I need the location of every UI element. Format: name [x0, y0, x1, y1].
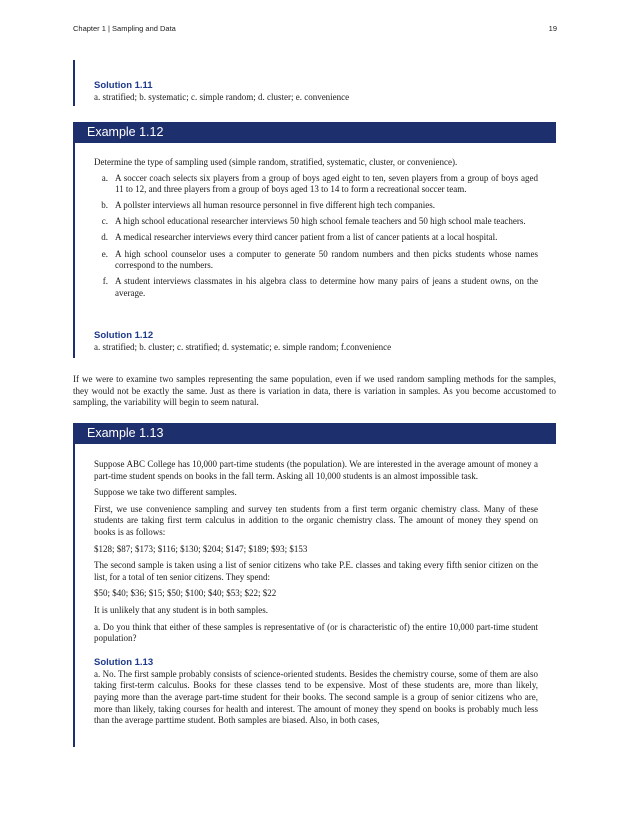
- solution-1-13-title: Solution 1.13: [94, 656, 154, 668]
- list-item: [94, 173, 538, 196]
- list-item: [94, 216, 538, 228]
- example-1-13-bar: [73, 444, 75, 747]
- second-sample-values: $50; $40; $36; $15; $50; $100; $40; $53; $22; $22: [94, 588, 277, 599]
- list-text: A student interviews classmates in his algebra class to determine how many pairs of jeans a student owns, on the average.: [115, 276, 538, 298]
- list-text: A soccer coach selects six players from a group of boys aged eight to ten, seven players from a group of boys aged 11 to 12, and three players from a group of boys aged 13 to 14 to form a recreational soccer team.: [115, 172, 538, 195]
- example-1-13-body: [94, 459, 538, 727]
- list-text: A high school educational researcher interviews 50 high school female teachers and 50 high school male teachers.: [115, 216, 526, 227]
- list-item: [94, 200, 538, 212]
- list-marker: b.: [101, 200, 108, 211]
- page-number: 19: [548, 24, 557, 33]
- solution-1-12-text: a. stratified; b. cluster; c. stratified; d. systematic; e. simple random; f.convenience: [94, 342, 392, 352]
- list-item: [94, 232, 538, 244]
- example-1-13-title: Example 1.13: [87, 426, 164, 440]
- example-1-13-paragraph: First, we use convenience sampling and survey ten students from a first term organic chemistry class. Many of these students are taking first term calculus in addition to the organic chemistry class. The amount of money they spend on books is as follows:: [94, 503, 538, 537]
- variation-paragraph: If we were to examine two samples representing the same population, even if we used random sampling methods for the samples, they would not be exactly the same. Just as there is variation in data, there is variation in samples. As you become accustomed to sampling, the variability will begin to seem natural.: [73, 374, 556, 408]
- list-item: [94, 276, 538, 299]
- list-marker: f.: [102, 276, 108, 287]
- solution-1-13-text: a. No. The first sample probably consists of science-oriented students. Besides the chemistry course, some of them are also taking first-term calculus. Books for these classes tend to be expensive. Most of these students are, more than likely, paying more than the average part-time student for their books. The second sample is a group of senior citizens who are, more than likely, taking courses for health and interest. The amount of money they spend on books is probably much less than the average parttime student. Both samples are biased. Also, in both cases,: [94, 668, 538, 726]
- example-1-12-header: [73, 122, 556, 143]
- chapter-title: Chapter 1 | Sampling and Data: [73, 24, 176, 33]
- example-1-13-question: a. Do you think that either of these samples is representative of (or is characteristic of) the entire 10,000 part-time student population?: [94, 621, 538, 644]
- list-text: A pollster interviews all human resource personnel in five different high tech companies.: [115, 200, 435, 211]
- example-1-12-list: [94, 173, 538, 300]
- example-1-12-title: Example 1.12: [87, 125, 164, 139]
- example-1-12-body: [94, 157, 538, 304]
- example-1-13-header: [73, 423, 556, 444]
- list-marker: d.: [101, 232, 108, 243]
- example-1-13-paragraph: The second sample is taken using a list of senior citizens who take P.E. classes and taking every fifth senior citizen on the list, for a total of ten senior citizens. They spend:: [94, 560, 538, 582]
- list-marker: a.: [101, 172, 108, 183]
- list-text: A medical researcher interviews every third cancer patient from a list of cancer patients at a local hospital.: [115, 232, 498, 243]
- solution-1-11-bar: [73, 60, 75, 106]
- example-1-13-paragraph: Suppose we take two different samples.: [94, 487, 237, 498]
- example-1-12-intro: Determine the type of sampling used (simple random, stratified, systematic, cluster, or convenience).: [94, 157, 458, 167]
- list-text: A high school counselor uses a computer to generate 50 random numbers and then picks students whose names correspond to the numbers.: [115, 248, 538, 271]
- example-1-13-paragraph: It is unlikely that any student is in both samples.: [94, 604, 268, 615]
- solution-1-12-title: Solution 1.12: [94, 330, 154, 341]
- list-marker: c.: [101, 216, 108, 227]
- solution-1-11-title: Solution 1.11: [94, 80, 153, 91]
- example-1-12-bar: [73, 143, 75, 358]
- solution-1-11: [94, 80, 556, 103]
- list-item: [94, 249, 538, 272]
- solution-1-12: [94, 330, 556, 353]
- running-head: [73, 24, 557, 33]
- solution-1-11-text: a. stratified; b. systematic; c. simple random; d. cluster; e. convenience: [94, 92, 350, 102]
- list-marker: e.: [101, 248, 108, 259]
- example-1-13-paragraph: Suppose ABC College has 10,000 part-time students (the population). We are interested in the average amount of money a part-time student spends on books in the fall term. Asking all 10,000 students is an almost impossible task.: [94, 459, 538, 481]
- first-sample-values: $128; $87; $173; $116; $130; $204; $147; $189; $93; $153: [94, 543, 308, 554]
